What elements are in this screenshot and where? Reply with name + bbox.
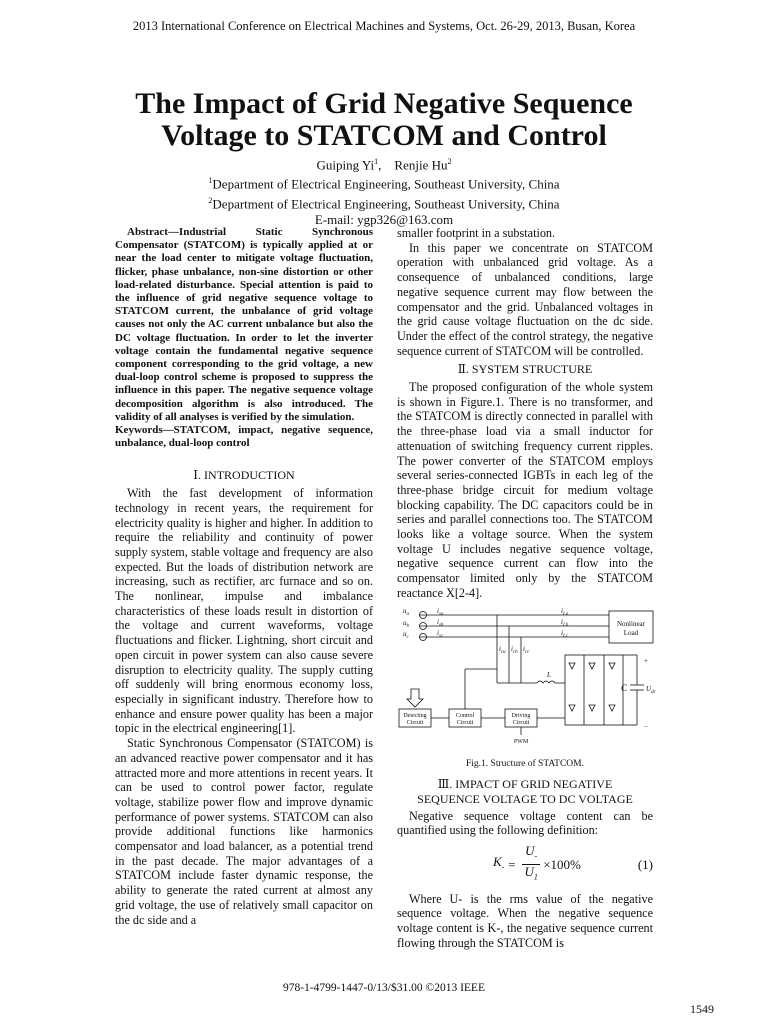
figure-statcom-structure — [397, 605, 657, 755]
paper-title — [60, 88, 708, 152]
label-isa: $i_{sa}$ — [437, 606, 444, 617]
eq-fraction: $\frac{U_-}{U_1}$ — [522, 844, 540, 886]
author-block — [0, 154, 768, 228]
label-load-2: Load — [623, 628, 639, 637]
author-names: Guiping Yi$^1$, Renjie Hu$^2$ — [316, 157, 452, 173]
continued-paragraph: smaller footprint in a substation. — [397, 226, 556, 240]
label-detecting-2: Circuit — [406, 719, 424, 726]
label-ub: $u_b$ — [403, 618, 409, 629]
paragraph-focus: In this paper we concentrate on STATCOM operation with unbalanced grid voltage. As a consequence of unbalanced conditions, large negative sequence current may flow between the compensator and the grid. Unbalanced voltages in the grid cause voltage fluctuation on the dc side. Under the effect of the control strategy, the negative sequence current of STATCOM will be controlled. — [397, 240, 653, 358]
label-capacitor: C — [621, 682, 628, 693]
eq-lhs: $K_-$ — [493, 853, 505, 872]
figure-caption: Fig.1. Structure of STATCOM. — [466, 758, 584, 769]
label-isc: $i_{sc}$ — [437, 628, 444, 639]
paragraph-system-structure: The proposed configuration of the whole system is shown in Figure.1. There is no transformer, and the STATCOM is directly connected in parallel with the three-phase load via a small inductor for attenuation of switching frequency current ripples. The power converter of the STATCOM employs several series-connected IGBTs in each leg of the three-phase bridge circuit for medium voltage blocking capability. The DC capacitors could be in series and parallel connections too. The STATCOM looks like a voltage source. When the system voltage U includes negative sequence voltage, negative sequence current can flow into the compensator limited only by the STATCOM reactance X[2-4]. — [397, 380, 653, 600]
title-line-2: Voltage to STATCOM and Control — [161, 119, 607, 152]
section-heading-impact-line-2: SEQUENCE VOLTAGE TO DC VOLTAGE — [417, 791, 633, 806]
intro-paragraph-1: With the fast development of information technology in recent years, the requirement for electricity quality is higher and higher. In addition to require the reliability and continuity of power supply system, stable voltage and frequency are also expected. But the loads of distribution network are increasing, such as rectifier, arc furnace and so on. The nonlinear, impulse and imbalance characteristics of these loads result in distortion of the voltage and current waveforms, voltage fluctuations and flicker. Lightning, short circuit and open circuit in power system can also cause severe disruption to electricity quality. The supply cutting off suddenly will bring enormous economy loss, especially in significant industry. Therefore how to enhance and ensure power quality has been a major topic in the electrical engineering[1]. — [115, 486, 373, 736]
conference-header: 2013 International Conference on Electrical Machines and Systems, Oct. 26-29, 2013, Busan, Korea — [132, 19, 636, 33]
label-ila: $i_{La}$ — [561, 606, 569, 617]
label-driving-1: Driving — [511, 712, 531, 719]
label-uc: $u_c$ — [403, 629, 409, 640]
right-column — [397, 226, 656, 951]
keywords: Keywords—STATCOM, impact, negative sequence, unbalance, dual-loop control — [115, 424, 373, 450]
label-isb: $i_{sb}$ — [437, 617, 444, 628]
label-ua: $u_a$ — [403, 606, 409, 617]
section-heading-introduction: Ⅰ. INTRODUCTION — [193, 468, 295, 483]
label-pwm: PWM — [513, 738, 529, 745]
statcom-diagram — [397, 605, 657, 755]
label-detecting-1: Detecting — [403, 712, 427, 719]
label-ica: $i_{ca}$ — [499, 644, 506, 655]
label-load-1: Nonlinear — [617, 619, 645, 628]
title-line-1: The Impact of Grid Negative Sequence — [135, 87, 633, 120]
label-control-2: Circuit — [456, 719, 474, 726]
label-inductor: L — [547, 670, 551, 679]
intro-paragraph-2: Static Synchronous Compensator (STATCOM) is an advanced reactive power compensator and it has attracted more and more attentions in recent years. It can be used to control power factor, regulate voltage, stabilize power flow and improve dynamic performance of power systems. STATCOM can also provide additional functions like harmonics compensator and load balancer, as a potential trend in the past decade. The major advantages of a STATCOM include faster dynamic response, the ability to generate the rated current at almost any grid voltage, the use of relatively small capacitor on the dc side and a — [115, 736, 373, 927]
eq-label: (1) — [637, 856, 653, 872]
label-udc: $U_{dc}$ — [646, 684, 656, 695]
paragraph-definition: Negative sequence voltage content can be quantified using the following definition: — [397, 808, 653, 838]
label-ilc: $i_{Lc}$ — [561, 628, 568, 639]
author-email: E-mail: ygp326@163.com — [314, 211, 454, 227]
eq-rhs: ×100% — [543, 856, 581, 872]
label-icb: $i_{cb}$ — [511, 644, 518, 655]
affiliation-2: $^2$Department of Electrical Engineering, Southeast University, China — [208, 195, 560, 211]
page-number: 1549 — [690, 1002, 714, 1016]
footer-copyright: 978-1-4799-1447-0/13/$31.00 ©2013 IEEE — [283, 982, 485, 994]
left-column — [115, 226, 373, 927]
section-heading-system-structure: Ⅱ. SYSTEM STRUCTURE — [457, 362, 593, 377]
label-icc: $i_{cc}$ — [523, 644, 530, 655]
abstract: Abstract—Industrial Static Synchronous Compensator (STATCOM) is typically applied at or near the load center to mitigate voltage fluctuation, flicker, phase unbalance, non-sine distortion or other load-related disturbance. Special attention is paid to the influence of grid negative sequence voltage to STATCOM current, the unbalance of grid voltage causes not only the AC current unbalance but also the DC voltage fluctuation. In order to let the inverter voltage contain the fundamental negative sequence component corresponding to the grid voltage, a new dual-loop control scheme is proposed to suppress the influence in this paper. The negative sequence voltage decomposition algorithm is also introduced. The validity of all analyses is verified by the simulation. — [115, 226, 373, 423]
label-ilb: $i_{Lb}$ — [561, 617, 569, 628]
label-plus: + — [644, 656, 648, 665]
label-control-1: Control — [455, 712, 475, 719]
label-minus: − — [644, 722, 648, 731]
affiliation-1: $^1$Department of Electrical Engineering, Southeast University, China — [208, 176, 560, 192]
equation-1: $K_-$ = $\frac{U_-}{U_1}$ ×100% (1) — [397, 844, 653, 886]
section-heading-impact-line-1: Ⅲ. IMPACT OF GRID NEGATIVE — [437, 777, 613, 792]
paragraph-where: Where U- is the rms value of the negative sequence voltage. When the negative sequence voltage content is K-, the negative sequence current flowing through the STATCOM is — [397, 891, 653, 950]
label-driving-2: Circuit — [512, 719, 530, 726]
